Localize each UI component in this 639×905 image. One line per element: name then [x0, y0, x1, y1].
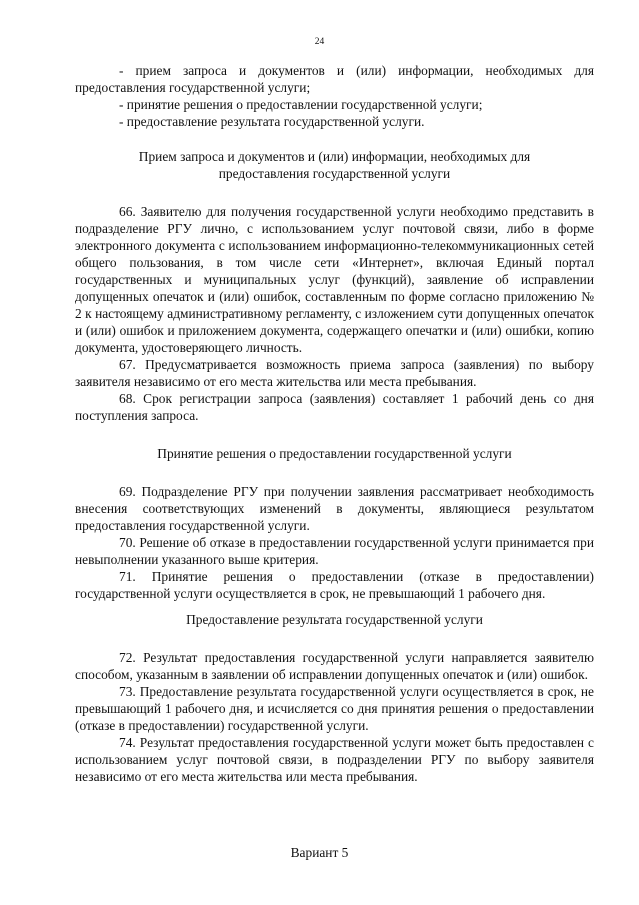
paragraph: 69. Подразделение РГУ при получении заявления рассматривает необходимость внесения соответствующих изменений в документы, являющиеся результатом предоставления государственной услуги. — [75, 484, 594, 533]
stage-list — [75, 62, 594, 130]
paragraph: 74. Результат предоставления государственной услуги может быть предоставлен с использованием услуг почтовой связи, в подразделении РГУ по выбору заявителя независимо от его места жительства или места пребывания. — [75, 735, 594, 784]
section-heading: Прием запроса и документов и (или) информации, необходимых для предоставления государственной услуги — [138, 149, 531, 181]
section-heading: Принятие решения о предоставлении государственной услуги — [157, 446, 512, 461]
paragraph: 68. Срок регистрации запроса (заявления) составляет 1 рабочий день со дня поступления запроса. — [75, 391, 594, 423]
list-item: - принятие решения о предоставлении государственной услуги; — [119, 97, 483, 112]
paragraph: 70. Решение об отказе в предоставлении государственной услуги принимается при невыполнении указанного выше критерия. — [75, 535, 594, 567]
paragraph: 71. Принятие решения о предоставлении (отказе в предоставлении) государственной услуги осуществляется в срок, не превышающий 1 рабочего дня. — [75, 569, 594, 601]
list-item: - прием запроса и документов и (или) информации, необходимых для предоставления государственной услуги; — [75, 63, 594, 95]
list-item: - предоставление результата государственной услуги. — [119, 114, 425, 129]
paragraph: 72. Результат предоставления государственной услуги направляется заявителю способом, указанным в заявлении об исправлении допущенных опечаток и (или) ошибок. — [75, 650, 594, 682]
page-number: 24 — [314, 37, 325, 47]
document-body — [75, 62, 594, 785]
paragraph: 73. Предоставление результата государственной услуги осуществляется в срок, не превышающий 1 рабочего дня, и исчисляется со дня принятия решения о предоставлении (отказе в предоставлении) государственной услуги. — [75, 684, 594, 733]
paragraph: 67. Предусматривается возможность приема запроса (заявления) по выбору заявителя независимо от его места жительства или места пребывания. — [75, 357, 594, 389]
paragraph: 66. Заявителю для получения государственной услуги необходимо представить в подразделение РГУ лично, с использованием услуг почтовой связи, либо в форме электронного документа с использованием информационно-телекоммуникационных сетей общего пользования, в том числе сети «Интернет», включая Единый портал государственных и муниципальных услуг (функций), заявление об исправлении допущенных опечаток и (или) ошибок, составленным по форме согласно приложению № 2 к настоящему административному регламенту, с изложением сути допущенных опечаток и (или) ошибок и приложением документа, содержащего опечатки и (или) ошибки, копию документа, удостоверяющего личность. — [75, 204, 594, 355]
footer-variant: Вариант 5 — [290, 845, 349, 860]
section-heading: Предоставление результата государственной услуги — [186, 612, 483, 627]
